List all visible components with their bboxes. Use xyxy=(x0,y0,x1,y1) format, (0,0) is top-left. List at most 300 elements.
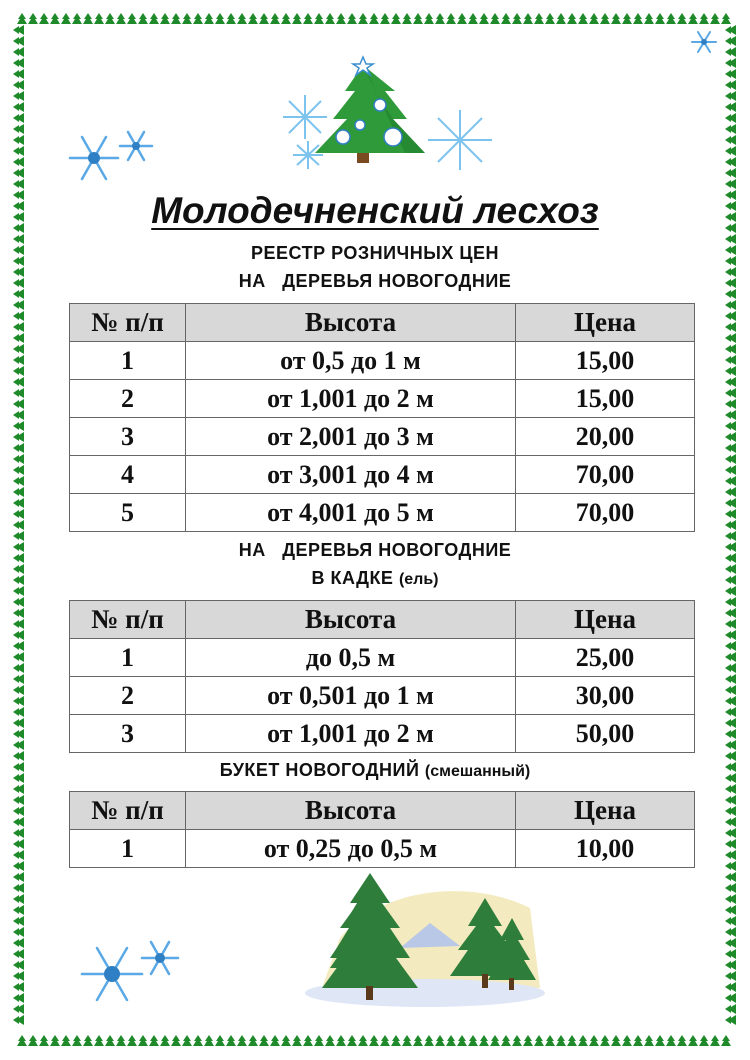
border-tree-icon xyxy=(725,663,736,673)
border-tree-icon xyxy=(226,13,236,24)
row-height: от 1,001 до 2 м xyxy=(186,715,516,753)
border-tree-icon xyxy=(725,520,736,530)
border-tree-icon xyxy=(39,1035,49,1046)
border-tree-icon xyxy=(226,1035,236,1046)
border-tree-icon xyxy=(622,13,632,24)
border-tree-icon xyxy=(171,1035,181,1046)
border-tree-icon xyxy=(13,982,24,992)
border-tree-icon xyxy=(13,630,24,640)
border-tree-icon xyxy=(13,784,24,794)
border-tree-icon xyxy=(567,1035,577,1046)
border-tree-icon xyxy=(13,311,24,321)
border-tree-icon xyxy=(725,487,736,497)
border-tree-icon xyxy=(325,13,335,24)
border-tree-icon xyxy=(72,13,82,24)
border-tree-icon xyxy=(116,1035,126,1046)
border-tree-icon xyxy=(699,13,709,24)
border-tree-icon xyxy=(281,13,291,24)
border-tree-icon xyxy=(13,652,24,662)
border-tree-icon xyxy=(13,377,24,387)
row-price: 25,00 xyxy=(516,639,695,677)
border-tree-icon xyxy=(13,740,24,750)
border-tree-icon xyxy=(13,685,24,695)
christmas-tree-illustration xyxy=(275,55,500,180)
border-tree-icon xyxy=(13,168,24,178)
border-tree-icon xyxy=(725,388,736,398)
border-tree-icon xyxy=(138,13,148,24)
table-row xyxy=(70,342,695,380)
column-header-price: Цена xyxy=(516,792,695,830)
border-tree-icon xyxy=(534,1035,544,1046)
border-tree-icon xyxy=(17,1035,27,1046)
row-price: 50,00 xyxy=(516,715,695,753)
border-tree-icon xyxy=(725,124,736,134)
border-tree-icon xyxy=(725,80,736,90)
border-tree-icon xyxy=(725,916,736,926)
column-header-height: Высота xyxy=(186,601,516,639)
border-tree-icon xyxy=(13,344,24,354)
border-tree-icon xyxy=(358,13,368,24)
border-tree-icon xyxy=(655,1035,665,1046)
border-tree-icon xyxy=(391,13,401,24)
border-tree-icon xyxy=(380,1035,390,1046)
border-tree-icon xyxy=(725,454,736,464)
border-tree-icon xyxy=(725,91,736,101)
border-tree-icon xyxy=(13,1004,24,1014)
border-tree-icon xyxy=(13,927,24,937)
column-header-number: № п/п xyxy=(70,601,186,639)
border-tree-icon xyxy=(725,25,736,35)
border-tree-icon xyxy=(725,399,736,409)
border-tree-icon xyxy=(28,13,38,24)
border-tree-icon xyxy=(336,13,346,24)
border-tree-icon xyxy=(534,13,544,24)
border-tree-icon xyxy=(725,894,736,904)
border-tree-icon xyxy=(725,135,736,145)
border-tree-icon xyxy=(413,1035,423,1046)
border-tree-icon xyxy=(413,13,423,24)
border-tree-icon xyxy=(725,322,736,332)
border-tree-icon xyxy=(725,685,736,695)
border-tree-icon xyxy=(13,938,24,948)
section-3-note: (смешанный) xyxy=(424,763,531,780)
border-tree-icon xyxy=(600,13,610,24)
border-tree-icon xyxy=(13,421,24,431)
border-tree-icon xyxy=(13,795,24,805)
border-tree-icon xyxy=(182,1035,192,1046)
border-tree-icon xyxy=(725,949,736,959)
border-tree-icon xyxy=(457,13,467,24)
column-header-height: Высота xyxy=(186,304,516,342)
border-tree-icon xyxy=(13,509,24,519)
border-tree-icon xyxy=(688,1035,698,1046)
border-tree-icon xyxy=(13,498,24,508)
border-tree-icon xyxy=(13,102,24,112)
border-tree-icon xyxy=(13,410,24,420)
border-tree-icon xyxy=(347,13,357,24)
border-tree-icon xyxy=(424,13,434,24)
border-tree-icon xyxy=(50,13,60,24)
border-tree-icon xyxy=(402,1035,412,1046)
border-tree-icon xyxy=(149,1035,159,1046)
border-tree-icon xyxy=(13,1015,24,1025)
table-row xyxy=(70,494,695,532)
border-tree-icon xyxy=(578,1035,588,1046)
border-tree-icon xyxy=(725,465,736,475)
table-row xyxy=(70,639,695,677)
snowflake-icon xyxy=(690,28,718,56)
border-tree-icon xyxy=(468,13,478,24)
border-tree-icon xyxy=(369,1035,379,1046)
winter-forest-illustration xyxy=(300,868,550,1010)
border-tree-icon xyxy=(721,1035,731,1046)
border-tree-icon xyxy=(72,1035,82,1046)
border-tree-icon xyxy=(13,817,24,827)
border-tree-icon xyxy=(94,13,104,24)
border-tree-icon xyxy=(725,509,736,519)
registry-subtitle: РЕЕСТР РОЗНИЧНЫХ ЦЕН xyxy=(251,243,499,263)
border-tree-icon xyxy=(725,938,736,948)
border-tree-icon xyxy=(13,828,24,838)
border-tree-icon xyxy=(13,366,24,376)
border-tree-icon xyxy=(725,421,736,431)
row-number: 1 xyxy=(70,639,186,677)
table-row xyxy=(70,830,695,868)
border-tree-icon xyxy=(138,1035,148,1046)
border-tree-icon xyxy=(622,1035,632,1046)
price-table-tubs xyxy=(69,600,695,753)
border-tree-icon xyxy=(270,1035,280,1046)
border-tree-icon xyxy=(336,1035,346,1046)
border-tree-icon xyxy=(725,872,736,882)
border-tree-icon xyxy=(13,597,24,607)
border-tree-icon xyxy=(358,1035,368,1046)
row-height: от 0,25 до 0,5 м xyxy=(186,830,516,868)
border-tree-icon xyxy=(13,25,24,35)
border-tree-icon xyxy=(725,674,736,684)
border-tree-icon xyxy=(479,13,489,24)
border-tree-icon xyxy=(402,13,412,24)
border-tree-icon xyxy=(725,729,736,739)
border-tree-icon xyxy=(655,13,665,24)
border-tree-icon xyxy=(13,465,24,475)
border-tree-icon xyxy=(725,47,736,57)
border-tree-icon xyxy=(248,1035,258,1046)
border-tree-icon xyxy=(725,850,736,860)
border-tree-icon xyxy=(13,949,24,959)
border-tree-icon xyxy=(391,1035,401,1046)
column-header-price: Цена xyxy=(516,601,695,639)
border-tree-icon xyxy=(314,13,324,24)
border-tree-icon xyxy=(127,1035,137,1046)
column-header-height: Высота xyxy=(186,792,516,830)
row-number: 3 xyxy=(70,418,186,456)
section-1-heading: НА ДЕРЕВЬЯ НОВОГОДНИЕ xyxy=(238,271,512,291)
row-number: 1 xyxy=(70,342,186,380)
border-tree-icon xyxy=(611,1035,621,1046)
border-tree-icon xyxy=(13,80,24,90)
row-height: от 1,001 до 2 м xyxy=(186,380,516,418)
border-tree-icon xyxy=(468,1035,478,1046)
border-tree-icon xyxy=(435,1035,445,1046)
snowflake-icon xyxy=(66,126,158,186)
border-tree-icon xyxy=(13,839,24,849)
border-tree-icon xyxy=(725,806,736,816)
row-height: от 2,001 до 3 м xyxy=(186,418,516,456)
border-tree-icon xyxy=(545,13,555,24)
row-price: 15,00 xyxy=(516,342,695,380)
border-tree-icon xyxy=(556,1035,566,1046)
column-header-price: Цена xyxy=(516,304,695,342)
border-tree-icon xyxy=(589,1035,599,1046)
border-tree-icon xyxy=(13,322,24,332)
border-tree-icon xyxy=(725,179,736,189)
border-tree-icon xyxy=(13,674,24,684)
snowflake-icon xyxy=(78,936,182,1008)
border-tree-icon xyxy=(160,13,170,24)
border-tree-icon xyxy=(215,13,225,24)
border-tree-icon xyxy=(725,905,736,915)
border-tree-icon xyxy=(725,157,736,167)
border-tree-icon xyxy=(292,1035,302,1046)
border-tree-icon xyxy=(501,1035,511,1046)
border-tree-icon xyxy=(490,1035,500,1046)
border-tree-icon xyxy=(446,13,456,24)
table-row xyxy=(70,380,695,418)
border-tree-icon xyxy=(50,1035,60,1046)
border-tree-icon xyxy=(13,861,24,871)
border-tree-icon xyxy=(725,146,736,156)
border-tree-icon xyxy=(13,619,24,629)
border-tree-icon xyxy=(633,13,643,24)
border-tree-icon xyxy=(725,630,736,640)
border-tree-icon xyxy=(725,960,736,970)
border-tree-icon xyxy=(127,13,137,24)
row-price: 30,00 xyxy=(516,677,695,715)
border-tree-icon xyxy=(589,13,599,24)
border-tree-icon xyxy=(725,993,736,1003)
border-tree-icon xyxy=(248,13,258,24)
border-tree-icon xyxy=(725,58,736,68)
border-tree-icon xyxy=(270,13,280,24)
table-header-row xyxy=(70,304,695,342)
border-tree-icon xyxy=(523,13,533,24)
border-tree-icon xyxy=(666,13,676,24)
border-tree-icon xyxy=(725,355,736,365)
border-tree-icon xyxy=(725,817,736,827)
border-tree-icon xyxy=(725,971,736,981)
border-tree-icon xyxy=(725,652,736,662)
border-tree-icon xyxy=(13,960,24,970)
border-tree-icon xyxy=(13,696,24,706)
border-tree-icon xyxy=(725,69,736,79)
border-tree-icon xyxy=(725,36,736,46)
border-tree-icon xyxy=(160,1035,170,1046)
border-tree-icon xyxy=(725,377,736,387)
row-price: 70,00 xyxy=(516,456,695,494)
border-tree-icon xyxy=(677,13,687,24)
border-tree-icon xyxy=(39,13,49,24)
price-table-bouquet xyxy=(69,791,695,868)
border-tree-icon xyxy=(149,13,159,24)
border-tree-icon xyxy=(105,1035,115,1046)
border-tree-icon xyxy=(94,1035,104,1046)
border-tree-icon xyxy=(13,993,24,1003)
border-tree-icon xyxy=(721,13,731,24)
border-tree-icon xyxy=(578,13,588,24)
border-tree-icon xyxy=(13,300,24,310)
price-table-trees xyxy=(69,303,695,532)
border-tree-icon xyxy=(105,13,115,24)
border-tree-icon xyxy=(725,597,736,607)
border-tree-icon xyxy=(182,13,192,24)
border-tree-icon xyxy=(13,91,24,101)
border-tree-icon xyxy=(446,1035,456,1046)
border-tree-icon xyxy=(13,333,24,343)
border-tree-icon xyxy=(725,927,736,937)
border-tree-icon xyxy=(13,883,24,893)
border-tree-icon xyxy=(204,1035,214,1046)
border-tree-icon xyxy=(13,58,24,68)
section-2-subheading xyxy=(0,568,750,589)
row-number: 5 xyxy=(70,494,186,532)
border-tree-icon xyxy=(725,476,736,486)
border-tree-icon xyxy=(13,971,24,981)
border-tree-icon xyxy=(13,608,24,618)
border-tree-icon xyxy=(325,1035,335,1046)
row-number: 1 xyxy=(70,830,186,868)
row-height: от 4,001 до 5 м xyxy=(186,494,516,532)
border-tree-icon xyxy=(710,1035,720,1046)
border-tree-icon xyxy=(292,13,302,24)
border-tree-icon xyxy=(347,1035,357,1046)
border-tree-icon xyxy=(237,1035,247,1046)
border-tree-icon xyxy=(490,13,500,24)
border-tree-icon xyxy=(171,13,181,24)
border-tree-icon xyxy=(83,13,93,24)
border-tree-icon xyxy=(13,850,24,860)
border-tree-icon xyxy=(13,454,24,464)
border-tree-icon xyxy=(13,113,24,123)
border-tree-icon xyxy=(13,36,24,46)
section-2-note: (ель) xyxy=(398,571,439,588)
border-tree-icon xyxy=(725,740,736,750)
row-number: 2 xyxy=(70,677,186,715)
section-3-heading xyxy=(0,760,750,781)
table-header-row xyxy=(70,792,695,830)
border-tree-icon xyxy=(435,13,445,24)
border-tree-icon xyxy=(13,135,24,145)
row-number: 4 xyxy=(70,456,186,494)
row-price: 20,00 xyxy=(516,418,695,456)
border-tree-icon xyxy=(13,487,24,497)
border-tree-icon xyxy=(13,707,24,717)
border-tree-icon xyxy=(13,894,24,904)
border-tree-icon xyxy=(13,399,24,409)
border-tree-icon xyxy=(281,1035,291,1046)
border-tree-icon xyxy=(725,168,736,178)
row-price: 10,00 xyxy=(516,830,695,868)
border-tree-icon xyxy=(13,47,24,57)
border-tree-icon xyxy=(424,1035,434,1046)
border-tree-icon xyxy=(259,1035,269,1046)
section-2-main: В КАДКЕ xyxy=(311,568,399,588)
border-tree-icon xyxy=(633,1035,643,1046)
border-tree-icon xyxy=(13,729,24,739)
border-tree-icon xyxy=(644,1035,654,1046)
border-tree-icon xyxy=(725,795,736,805)
border-tree-icon xyxy=(644,13,654,24)
border-tree-icon xyxy=(204,13,214,24)
table-header-row xyxy=(70,601,695,639)
column-header-number: № п/п xyxy=(70,304,186,342)
border-tree-icon xyxy=(688,13,698,24)
border-tree-icon xyxy=(725,102,736,112)
border-tree-icon xyxy=(725,333,736,343)
row-price: 70,00 xyxy=(516,494,695,532)
border-tree-icon xyxy=(677,1035,687,1046)
border-tree-icon xyxy=(13,179,24,189)
border-tree-icon xyxy=(13,641,24,651)
section-2-heading: НА ДЕРЕВЬЯ НОВОГОДНИЕ xyxy=(238,540,512,560)
border-tree-icon xyxy=(725,366,736,376)
border-tree-icon xyxy=(725,839,736,849)
border-tree-icon xyxy=(116,13,126,24)
table-row xyxy=(70,456,695,494)
border-tree-icon xyxy=(600,1035,610,1046)
border-tree-icon xyxy=(13,520,24,530)
border-tree-icon xyxy=(13,905,24,915)
border-tree-icon xyxy=(314,1035,324,1046)
border-tree-icon xyxy=(303,13,313,24)
row-height: до 0,5 м xyxy=(186,639,516,677)
border-tree-icon xyxy=(259,13,269,24)
border-tree-icon xyxy=(193,1035,203,1046)
border-tree-icon xyxy=(725,410,736,420)
border-tree-icon xyxy=(13,663,24,673)
border-tree-icon xyxy=(13,69,24,79)
border-tree-icon xyxy=(725,828,736,838)
border-tree-icon xyxy=(725,982,736,992)
border-tree-icon xyxy=(13,355,24,365)
border-tree-icon xyxy=(83,1035,93,1046)
border-tree-icon xyxy=(13,432,24,442)
border-tree-icon xyxy=(725,696,736,706)
border-tree-icon xyxy=(479,1035,489,1046)
border-tree-icon xyxy=(380,13,390,24)
table-row xyxy=(70,677,695,715)
border-tree-icon xyxy=(523,1035,533,1046)
border-tree-icon xyxy=(512,13,522,24)
border-tree-icon xyxy=(725,300,736,310)
border-tree-icon xyxy=(13,157,24,167)
column-header-number: № п/п xyxy=(70,792,186,830)
row-price: 15,00 xyxy=(516,380,695,418)
border-tree-icon xyxy=(501,13,511,24)
row-height: от 0,5 до 1 м xyxy=(186,342,516,380)
border-tree-icon xyxy=(725,113,736,123)
border-tree-icon xyxy=(725,641,736,651)
border-tree-icon xyxy=(13,476,24,486)
border-tree-icon xyxy=(193,13,203,24)
border-tree-icon xyxy=(725,861,736,871)
border-tree-icon xyxy=(725,707,736,717)
section-3-main: БУКЕТ НОВОГОДНИЙ xyxy=(219,760,425,780)
border-tree-icon xyxy=(13,124,24,134)
border-tree-icon xyxy=(545,1035,555,1046)
border-tree-icon xyxy=(215,1035,225,1046)
border-tree-icon xyxy=(725,718,736,728)
